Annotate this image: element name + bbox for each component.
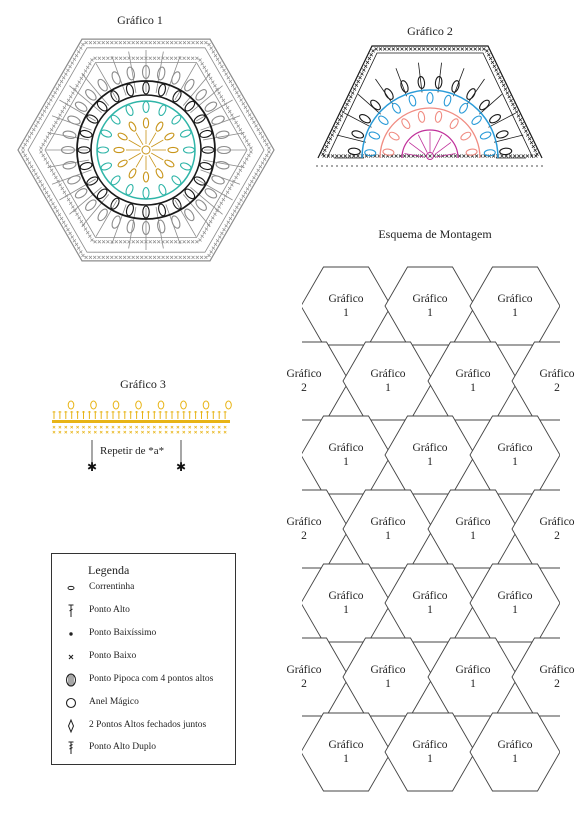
assembly-hex-label: Gráfico 1: [370, 664, 406, 690]
legend-item: [52, 740, 235, 756]
legend-box: [51, 553, 236, 765]
assembly-hex-label: Gráfico 1: [412, 590, 448, 616]
legend-item: [52, 718, 235, 734]
assembly-hex-label: Gráfico 2: [539, 516, 575, 542]
legend-item: [52, 626, 235, 642]
legend-item-label: Ponto Alto: [89, 605, 130, 615]
slip-stitch-icon: [64, 626, 78, 642]
assembly-hex-label: Gráfico 1: [328, 293, 364, 319]
legend-item: [52, 649, 235, 665]
assembly-hex-label: Gráfico 1: [328, 442, 364, 468]
legend-item-label: Ponto Baixíssimo: [89, 628, 157, 638]
assembly-hex-label: Gráfico 1: [412, 293, 448, 319]
legend-item: [52, 672, 235, 688]
repeat-start-asterisk: ✱: [87, 460, 98, 474]
chart2-title: Gráfico 2: [407, 24, 453, 38]
legend-item-label: Correntinha: [89, 582, 135, 592]
assembly-hex-label: Gráfico 1: [455, 664, 491, 690]
repeat-end-asterisk: ✱: [176, 460, 187, 474]
assembly-hex-label: Gráfico 1: [328, 590, 364, 616]
legend-item-label: 2 Pontos Altos fechados juntos: [89, 720, 207, 730]
assembly-hex-label: Gráfico 1: [455, 368, 491, 394]
assembly-hex-label: Gráfico 2: [539, 664, 575, 690]
assembly-hex-label: Gráfico 1: [497, 739, 533, 765]
assembly-hex-label: Gráfico 1: [497, 590, 533, 616]
legend-item: [52, 580, 235, 596]
chart3-title: Gráfico 3: [120, 377, 166, 391]
assembly-hex-label: Gráfico 2: [286, 368, 322, 394]
assembly-hex-label: Gráfico 1: [412, 442, 448, 468]
assembly-title: Esquema de Montagem: [378, 227, 492, 241]
assembly-hex-label: Gráfico 1: [328, 739, 364, 765]
assembly-hex-label: Gráfico 2: [286, 516, 322, 542]
assembly-hex-label: Gráfico 1: [455, 516, 491, 542]
legend-title: Legenda: [88, 563, 130, 577]
single-crochet-icon: [64, 649, 78, 665]
assembly-hex-label: Gráfico 1: [412, 739, 448, 765]
dc2tog-icon: [64, 718, 78, 734]
magic-ring-icon: [64, 695, 78, 711]
assembly-hex-label: Gráfico 1: [497, 293, 533, 319]
treble-crochet-icon: [64, 740, 78, 756]
legend-item-label: Anel Mágico: [89, 697, 139, 707]
assembly-hex-label: Gráfico 1: [370, 368, 406, 394]
legend-item-label: Ponto Pipoca com 4 pontos altos: [89, 674, 214, 684]
assembly-hex-label: Gráfico 1: [497, 442, 533, 468]
legend-item-label: Ponto Baixo: [89, 651, 137, 661]
legend-item: [52, 695, 235, 711]
assembly-hex-label: Gráfico 2: [286, 664, 322, 690]
chain-stitch-icon: [64, 580, 78, 596]
chart3-repeat-label: Repetir de *a*: [100, 445, 165, 457]
assembly-hex-label: Gráfico 1: [370, 516, 406, 542]
assembly-hex-label: Gráfico 2: [539, 368, 575, 394]
legend-item-label: Ponto Alto Duplo: [89, 742, 157, 752]
legend-item: [52, 603, 235, 619]
popcorn-stitch-icon: [64, 672, 78, 688]
chart1-title: Gráfico 1: [117, 13, 163, 27]
double-crochet-icon: [64, 603, 78, 619]
